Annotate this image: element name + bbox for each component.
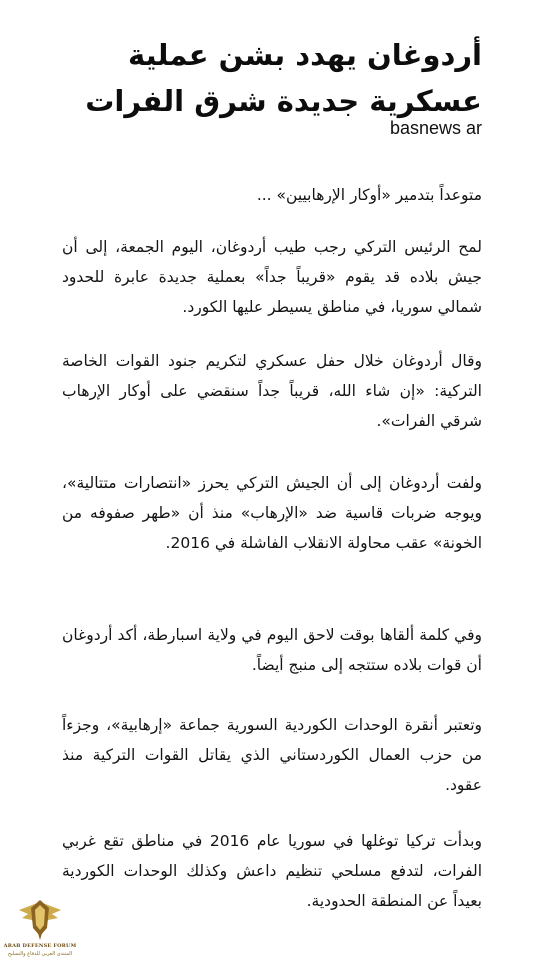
article-paragraph: لمح الرئيس التركي رجب طيب أردوغان، اليوم الجمعة، إلى أن جيش بلاده قد يقوم «قريباً جداً» بعملية جديدة عابرة للحدود شمالي سوريا، في مناطق يسيطر عليها الكورد.: [62, 238, 482, 316]
article-paragraph: ولفت أردوغان إلى أن الجيش التركي يحرز «انتصارات متتالية»، ويوجه ضربات قاسية ضد «الإرهاب» منذ أن «طهر صفوفه من الخونة» عقب محاولة الانقلاب الفاشلة في 2016.: [62, 474, 482, 552]
article-paragraph: متوعداً بتدمير «أوكار الإرهابيين» ...: [256, 186, 482, 204]
article-source: basnews ar: [389, 118, 482, 138]
article-paragraph: وبدأت تركيا توغلها في سوريا عام 2016 في مناطق تقع غربي الفرات، لتدفع مسلحي تنظيم داعش وكذلك الوحدات الكوردية بعيداً عن المنطقة الحدودية.: [62, 832, 482, 910]
article-paragraph: وفي كلمة ألقاها بوقت لاحق اليوم في ولاية اسبارطة، أكد أردوغان أن قوات بلاده ستتجه إلى منبج أيضاً.: [62, 626, 482, 674]
watermark-title: ARAB DEFENSE FORUM: [3, 943, 77, 949]
eagle-emblem-icon: [16, 896, 64, 942]
watermark-subtitle: المنتدى العربي للدفاع والتسليح: [7, 951, 73, 957]
forum-watermark: [2, 896, 78, 964]
article-headline: أردوغان يهدد بشن عملية عسكرية جديدة شرق الفرات: [85, 38, 482, 118]
article-paragraph: وتعتبر أنقرة الوحدات الكوردية السورية جماعة «إرهابية»، وجزءاً من حزب العمال الكوردستاني الذي يقاتل القوات التركية منذ عقود.: [62, 716, 482, 794]
article-paragraph: وقال أردوغان خلال حفل عسكري لتكريم جنود القوات الخاصة التركية: «إن شاء الله، قريباً جداً سنقضي على أوكار الإرهاب شرقي الفرات».: [62, 352, 482, 430]
